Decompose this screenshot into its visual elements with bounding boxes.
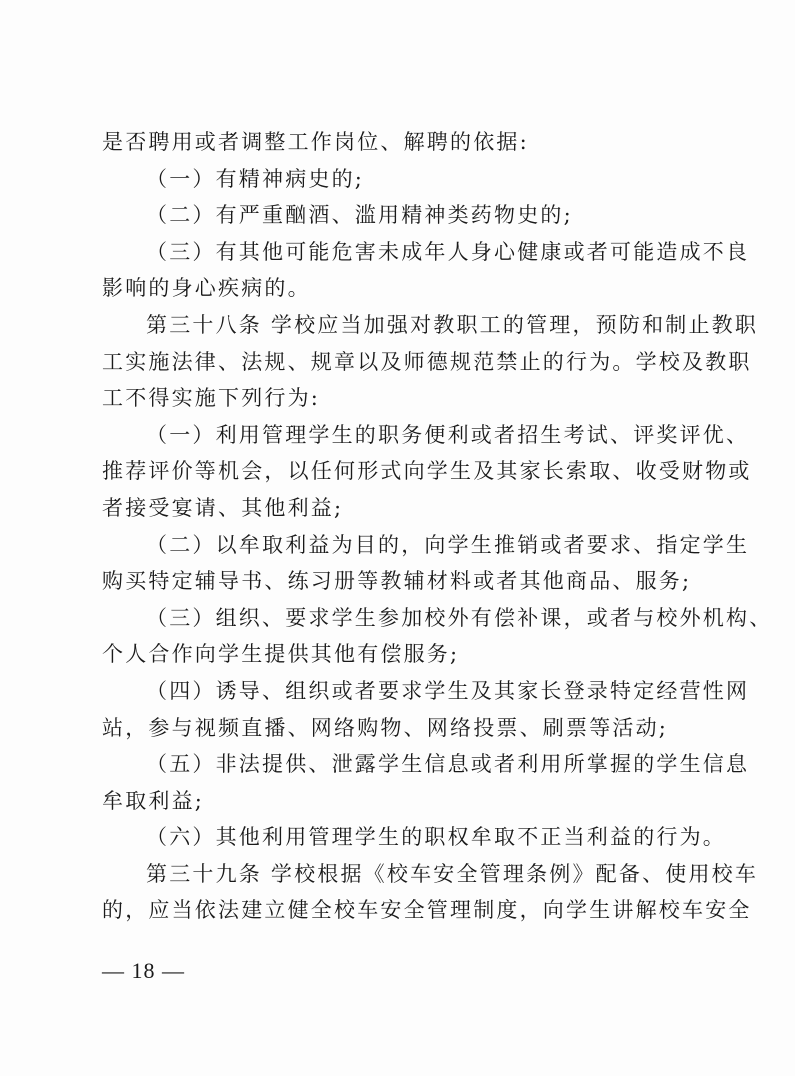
text-line: 者接受宴请、其他利益; (102, 495, 344, 520)
text-line: （三）有其他可能危害未成年人身心健康或者可能造成不良 (146, 239, 750, 264)
page-number: — 18 — (102, 958, 185, 983)
text-line: 第三十八条 学校应当加强对教职工的管理，预防和制止教职 (146, 312, 759, 337)
text-line: 牟取利益; (102, 788, 205, 813)
text-line: （三）组织、要求学生参加校外有偿补课，或者与校外机构、 (146, 605, 773, 630)
text-line: （五）非法提供、泄露学生信息或者利用所掌握的学生信息 (146, 752, 750, 777)
text-line: 个人合作向学生提供其他有偿服务; (102, 642, 460, 667)
text-line: 第三十九条 学校根据《校车安全管理条例》配备、使用校车 (146, 861, 759, 886)
text-line: 的，应当依法建立健全校车安全管理制度，向学生讲解校车安全 (102, 898, 752, 923)
document-body (102, 124, 773, 929)
text-line: （一）有精神病史的; (146, 166, 365, 191)
text-line: 工实施法律、法规、规章以及师德规范禁止的行为。学校及教职 (102, 349, 752, 374)
text-line: （二）以牟取利益为目的，向学生推销或者要求、指定学生 (146, 532, 750, 557)
text-line: 购买特定辅导书、练习册等教辅材料或者其他商品、服务; (102, 569, 692, 594)
text-line: 影响的身心疾病的。 (102, 276, 311, 301)
text-line: （二）有严重酗酒、滥用精神类药物史的; (146, 203, 573, 228)
text-line: （四）诱导、组织或者要求学生及其家长登录特定经营性网 (146, 678, 750, 703)
text-line: 是否聘用或者调整工作岗位、解聘的依据: (102, 130, 529, 154)
text-line: 工不得实施下列行为: (102, 386, 321, 411)
text-line: （一）利用管理学生的职务便利或者招生考试、评奖评优、 (146, 422, 750, 447)
text-line: 推荐评价等机会，以任何形式向学生及其家长索取、收受财物或 (102, 459, 752, 484)
text-line: 站，参与视频直播、网络购物、网络投票、刷票等活动; (102, 715, 669, 740)
text-line: （六）其他利用管理学生的职权牟取不正当利益的行为。 (146, 825, 726, 850)
